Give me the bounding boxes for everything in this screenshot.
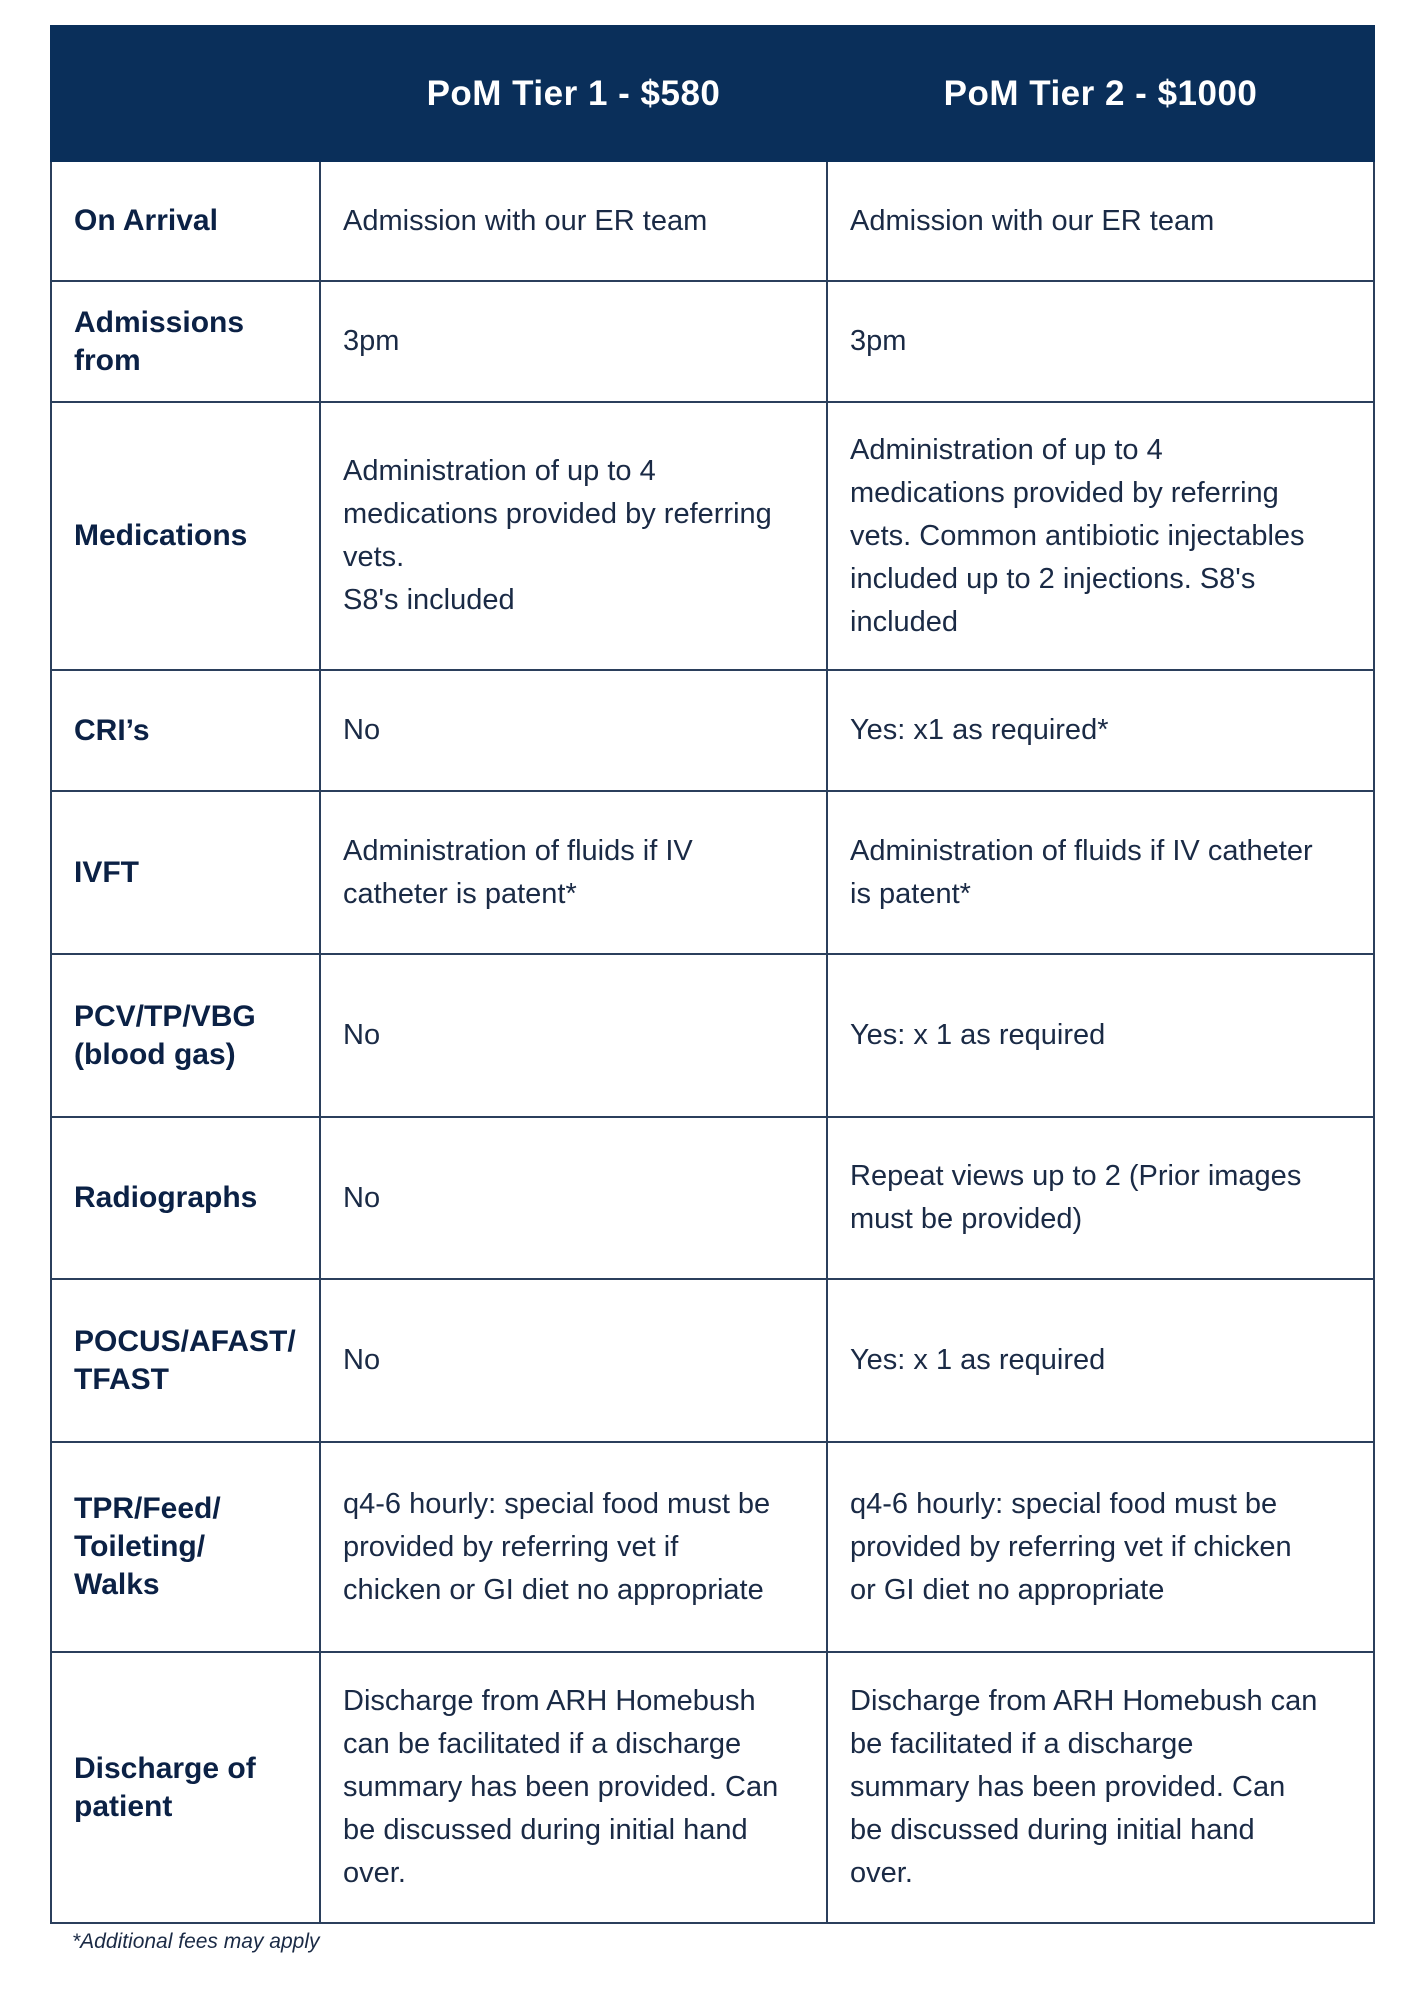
tier-2-cell xyxy=(827,954,1374,1117)
table-row xyxy=(51,161,1374,281)
tier-2-cell-line: over. xyxy=(850,1857,913,1889)
tier-2-cell-line: Administration of fluids if IV catheter xyxy=(850,834,1313,867)
tier-1-cell xyxy=(320,670,827,791)
table-row xyxy=(51,1117,1374,1279)
row-label xyxy=(51,670,320,791)
row-label-line: Admissions from xyxy=(74,305,245,377)
tier-2-cell xyxy=(827,670,1374,791)
tier-1-cell-line: No xyxy=(343,1019,381,1051)
tier-2-cell-line: Discharge from ARH Homebush can xyxy=(850,1685,1318,1717)
row-label xyxy=(51,1442,320,1652)
tier-2-cell-line: Yes: x 1 as required xyxy=(850,1344,1106,1376)
row-label-line: TFAST xyxy=(74,1362,169,1396)
header-empty-cell xyxy=(51,26,320,161)
tier-2-cell xyxy=(827,1652,1374,1923)
tier-1-cell-line: S8's included xyxy=(343,584,515,616)
tier-1-cell-line: summary has been provided. Can xyxy=(343,1771,779,1803)
tier-2-cell-line: Admission with our ER team xyxy=(850,204,1215,237)
tier-1-cell xyxy=(320,1652,827,1923)
tier-2-cell xyxy=(827,1279,1374,1442)
tier-1-cell xyxy=(320,1442,827,1652)
tier-1-cell xyxy=(320,161,827,281)
tier-1-cell-line: over. xyxy=(343,1857,406,1889)
tier-1-cell-line: Admission with our ER team xyxy=(343,204,708,237)
table-row xyxy=(51,402,1374,670)
row-label xyxy=(51,791,320,954)
tier-1-cell xyxy=(320,791,827,954)
tier-1-cell-line: chicken or GI diet no appropriate xyxy=(343,1573,764,1606)
row-label xyxy=(51,402,320,670)
row-label-line: POCUS/AFAST/ xyxy=(74,1324,296,1358)
row-label-line: On Arrival xyxy=(74,204,218,237)
tier-2-cell-line: summary has been provided. Can xyxy=(850,1771,1286,1803)
row-label-line: CRI’s xyxy=(74,713,150,747)
header-tier-2: PoM Tier 2 - $1000 xyxy=(827,26,1374,161)
footnote: *Additional fees may apply xyxy=(72,1930,320,1953)
tier-2-cell-line: must be provided) xyxy=(850,1203,1083,1235)
tier-1-cell xyxy=(320,1117,827,1279)
tier-2-cell-line: Yes: x 1 as required xyxy=(850,1019,1106,1051)
row-label-line: IVFT xyxy=(74,855,139,889)
row-label xyxy=(51,1652,320,1923)
table-row xyxy=(51,281,1374,402)
row-label-line: PCV/TP/VBG xyxy=(74,999,256,1033)
row-label xyxy=(51,1279,320,1442)
row-label-line: Toileting/ xyxy=(74,1530,206,1563)
row-label-line: patient xyxy=(74,1789,173,1823)
tier-2-cell-line: Yes: x1 as required* xyxy=(850,714,1109,746)
tier-2-cell-line: provided by referring vet if chicken xyxy=(850,1530,1292,1563)
tier-1-cell-line: provided by referring vet if xyxy=(343,1530,679,1563)
row-label-line: Medications xyxy=(74,519,248,552)
tier-1-cell-line: No xyxy=(343,1181,381,1214)
table-row xyxy=(51,670,1374,791)
tier-2-cell-line: medications provided by referring xyxy=(850,476,1279,509)
table-row xyxy=(51,791,1374,954)
tier-2-cell-line: 3pm xyxy=(850,325,907,357)
tier-2-cell-line: q4-6 hourly: special food must be xyxy=(850,1487,1278,1520)
tier-1-cell-line: be discussed during initial hand xyxy=(343,1814,748,1846)
header-tier-1: PoM Tier 1 - $580 xyxy=(320,26,827,161)
tier-2-cell-line: included xyxy=(850,605,959,638)
tier-1-cell-line: medications provided by referring xyxy=(343,498,772,530)
tier-1-cell-line: q4-6 hourly: special food must be xyxy=(343,1487,771,1520)
row-label-line: TPR/Feed/ xyxy=(74,1492,221,1525)
tier-1-cell-line: vets. xyxy=(343,541,405,573)
row-label-line: (blood gas) xyxy=(74,1037,236,1071)
row-label-line: Discharge of xyxy=(74,1751,256,1785)
tier-1-cell-line: Administration of up to 4 xyxy=(343,455,656,487)
table-row xyxy=(51,1279,1374,1442)
tier-1-cell xyxy=(320,954,827,1117)
tier-1-cell-line: catheter is patent* xyxy=(343,877,577,910)
tier-2-cell xyxy=(827,1117,1374,1279)
tier-2-cell xyxy=(827,281,1374,402)
tier-2-cell xyxy=(827,402,1374,670)
tier-2-cell-line: vets. Common antibiotic injectables xyxy=(850,519,1305,552)
tier-1-cell xyxy=(320,402,827,670)
tier-2-cell-line: is patent* xyxy=(850,877,971,910)
tier-1-cell-line: No xyxy=(343,714,381,746)
tier-2-cell xyxy=(827,161,1374,281)
tier-2-cell-line: or GI diet no appropriate xyxy=(850,1573,1165,1606)
pricing-comparison-table-wrapper xyxy=(50,25,1373,1924)
tier-1-cell-line: Discharge from ARH Homebush xyxy=(343,1685,756,1717)
row-label xyxy=(51,161,320,281)
tier-1-cell xyxy=(320,281,827,402)
row-label-line: Walks xyxy=(74,1568,160,1601)
table-row xyxy=(51,1652,1374,1923)
table-row xyxy=(51,954,1374,1117)
tier-2-cell xyxy=(827,1442,1374,1652)
table-row xyxy=(51,1442,1374,1652)
row-label-line: Radiographs xyxy=(74,1181,258,1214)
row-label xyxy=(51,281,320,402)
tier-1-cell-line: 3pm xyxy=(343,325,400,357)
tier-2-cell xyxy=(827,791,1374,954)
tier-1-cell-line: can be facilitated if a discharge xyxy=(343,1728,742,1760)
tier-2-cell-line: Administration of up to 4 xyxy=(850,433,1163,466)
tier-2-cell-line: Repeat views up to 2 (Prior images xyxy=(850,1160,1302,1192)
row-label xyxy=(51,1117,320,1279)
tier-2-cell-line: be facilitated if a discharge xyxy=(850,1728,1194,1760)
tier-1-cell xyxy=(320,1279,827,1442)
tier-2-cell-line: included up to 2 injections. S8's xyxy=(850,562,1256,595)
table-header-row xyxy=(51,26,1374,161)
table-body xyxy=(51,161,1374,1923)
tier-1-cell-line: No xyxy=(343,1344,381,1376)
pricing-comparison-table xyxy=(50,25,1375,1924)
tier-1-cell-line: Administration of fluids if IV xyxy=(343,834,693,867)
row-label xyxy=(51,954,320,1117)
tier-2-cell-line: be discussed during initial hand xyxy=(850,1814,1255,1846)
